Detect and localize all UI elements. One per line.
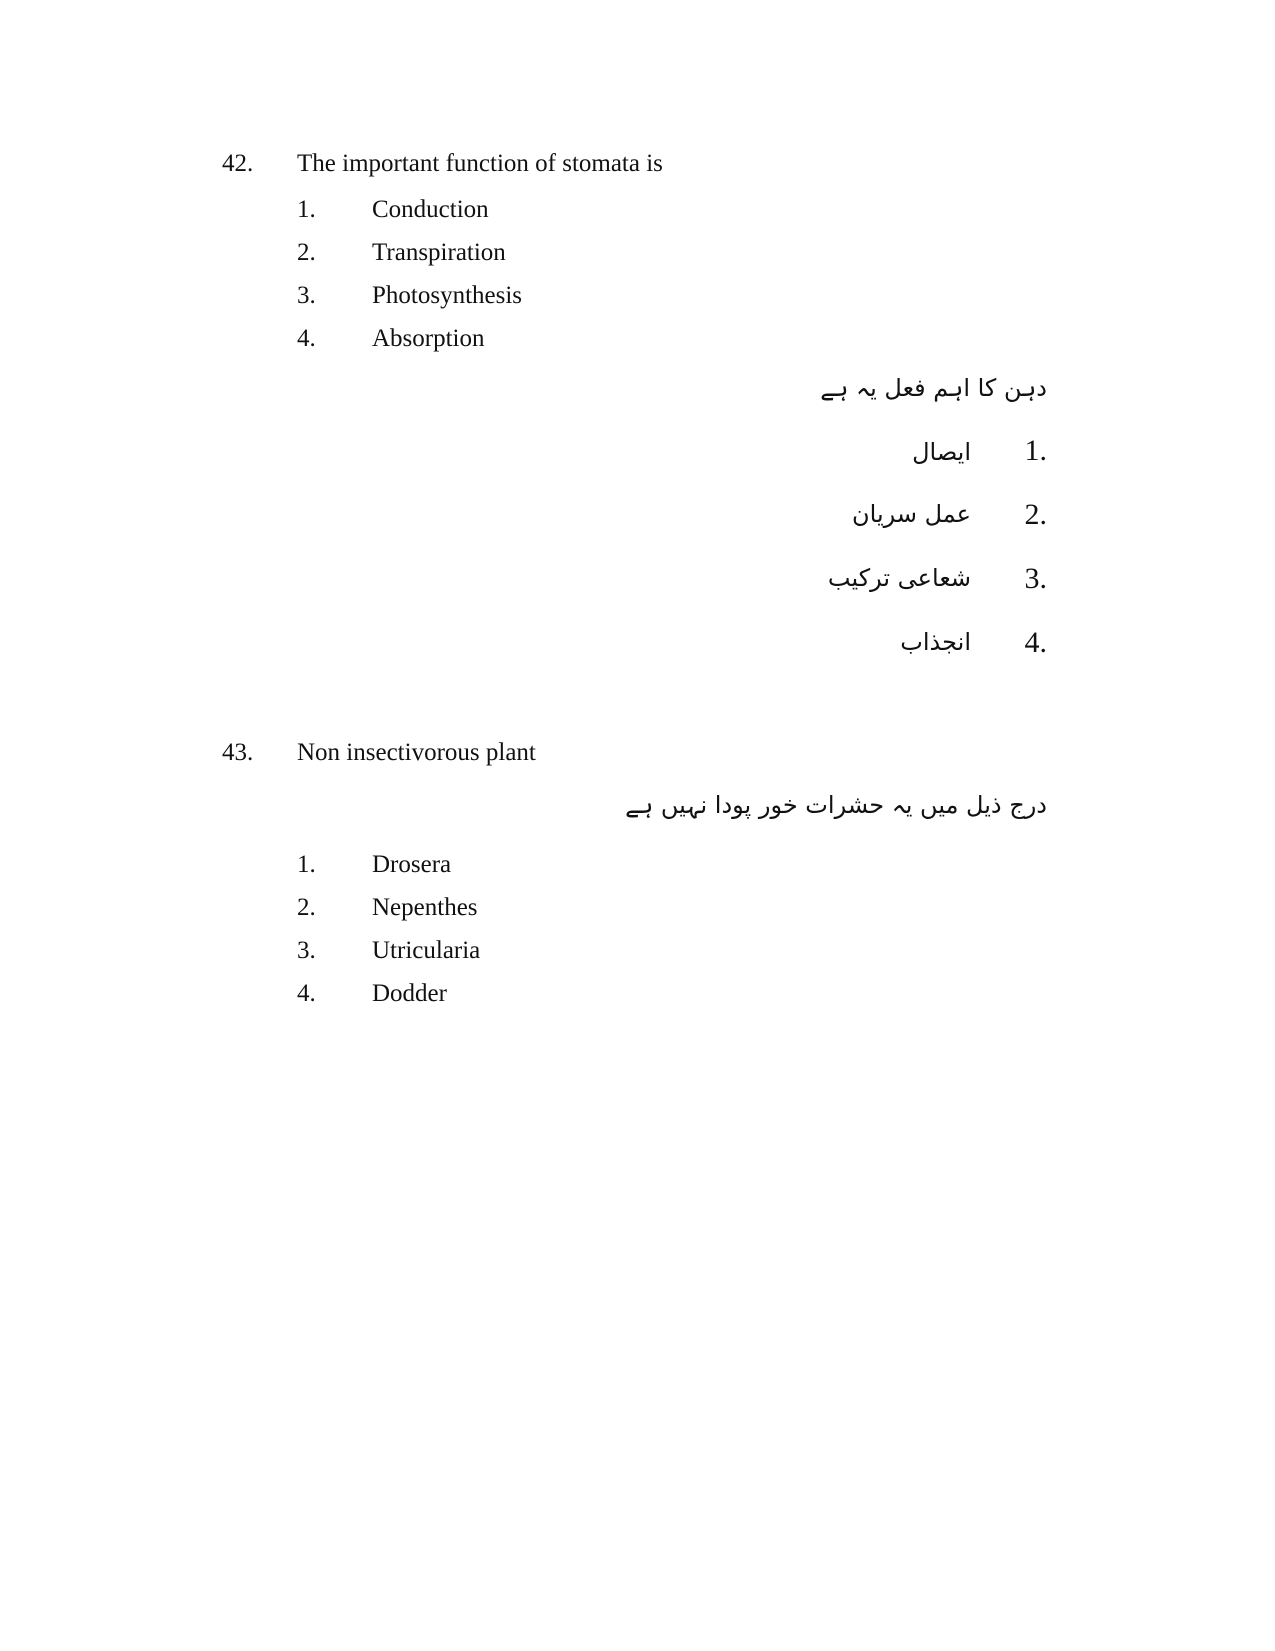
option-number: 1. [297,196,316,223]
question-text: The important function of stomata is [297,150,663,177]
option-text: Absorption [372,325,485,352]
urdu-option-number: .2 [1024,498,1047,531]
urdu-option-number: .3 [1024,562,1047,595]
urdu-option-text: انجذاب [900,628,971,656]
urdu-option-number: .4 [1024,626,1047,659]
urdu-question-text: درج ذیل میں یہ حشرات خور پودا نہیں ہے [625,791,1047,819]
option-text: Conduction [372,196,489,223]
option-number: 3. [297,937,316,964]
option-text: Utricularia [372,937,481,964]
question-text: Non insectivorous plant [297,739,536,766]
option-text: Nepenthes [372,894,478,921]
urdu-option-number: .1 [1024,434,1047,467]
option-text: Dodder [372,980,447,1007]
option-text: Drosera [372,851,452,878]
urdu-question-text: دہن کا اہم فعل یہ ہے [820,374,1047,402]
question-number: 43. [222,739,254,766]
option-number: 4. [297,325,316,352]
urdu-option-text: ایصال [912,438,971,466]
option-number: 2. [297,239,316,266]
option-number: 1. [297,851,316,878]
option-number: 4. [297,980,316,1007]
option-text: Photosynthesis [372,282,523,309]
urdu-option-text: عمل سریان [852,500,971,528]
option-number: 2. [297,894,316,921]
question-number: 42. [222,150,254,177]
option-number: 3. [297,282,316,309]
option-text: Transpiration [372,239,506,266]
urdu-option-text: شعاعی ترکیب [827,564,971,592]
